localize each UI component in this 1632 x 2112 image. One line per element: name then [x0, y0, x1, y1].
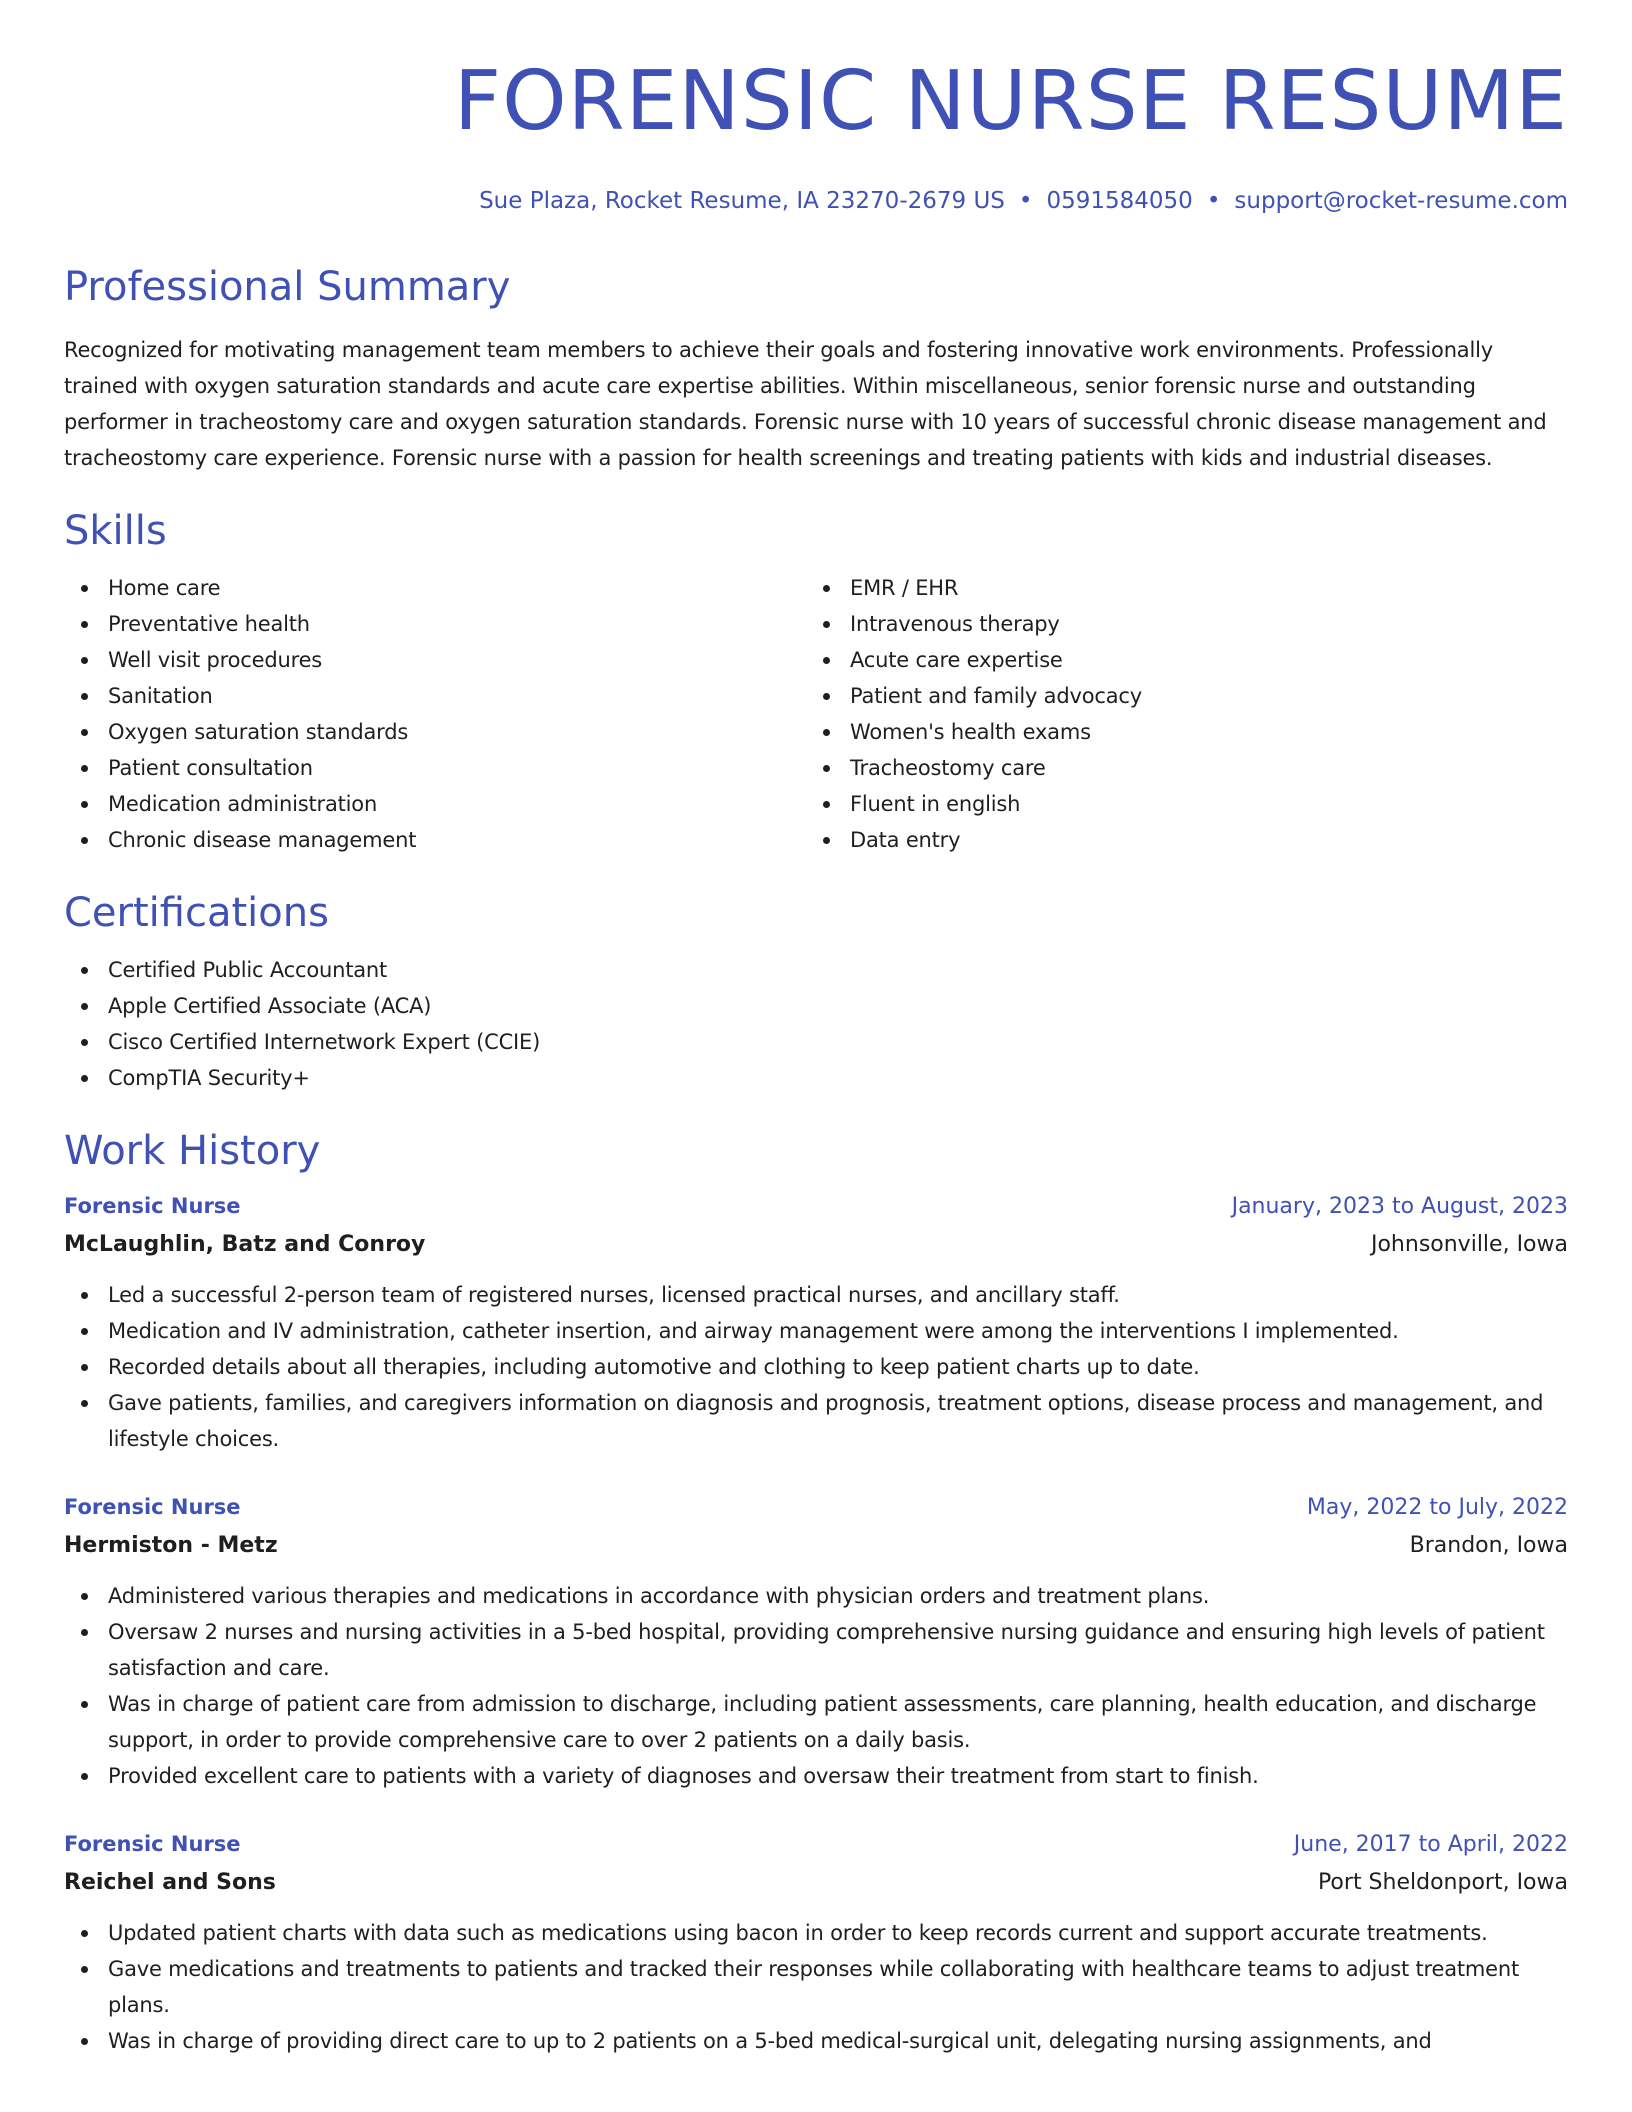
list-item: Acute care expertise [806, 642, 1548, 678]
job-location: Port Sheldonport, Iowa [1317, 1870, 1568, 1895]
job-dates: May, 2022 to July, 2022 [1306, 1495, 1568, 1520]
job-entry [64, 1489, 1568, 1794]
job-title: Forensic Nurse [64, 1832, 241, 1856]
job-title: Forensic Nurse [64, 1194, 241, 1218]
list-item: Data entry [806, 822, 1548, 858]
summary-section [64, 262, 1568, 476]
list-item: Sanitation [64, 678, 806, 714]
list-item: Tracheostomy care [806, 750, 1548, 786]
job-title-row [64, 1188, 1568, 1225]
list-item: Home care [64, 570, 806, 606]
resume-page [64, 0, 1568, 2059]
job-bullet: Oversaw 2 nurses and nursing activities in a 5-bed hospital, providing comprehensive nursing guidance and ensuring high levels of patient satisfaction and care. [64, 1614, 1568, 1686]
job-company: Reichel and Sons [64, 1870, 276, 1895]
job-company: Hermiston - Metz [64, 1533, 278, 1558]
job-bullet: Recorded details about all therapies, including automotive and clothing to keep patient charts up to date. [64, 1349, 1568, 1385]
list-item: Patient consultation [64, 750, 806, 786]
list-item: Preventative health [64, 606, 806, 642]
list-item: Medication administration [64, 786, 806, 822]
contact-separator: • [1206, 188, 1221, 214]
job-bullets [64, 1915, 1568, 2059]
list-item: CompTIA Security+ [64, 1060, 1568, 1096]
job-bullet: Administered various therapies and medications in accordance with physician orders and treatment plans. [64, 1578, 1568, 1614]
job-bullets [64, 1277, 1568, 1457]
job-bullet: Led a successful 2-person team of registered nurses, licensed practical nurses, and ancillary staff. [64, 1277, 1568, 1313]
list-item: Certified Public Accountant [64, 952, 1568, 988]
job-location: Johnsonville, Iowa [1370, 1232, 1568, 1257]
job-bullet: Updated patient charts with data such as medications using bacon in order to keep records current and support accurate treatments. [64, 1915, 1568, 1951]
work-history-heading: Work History [64, 1128, 321, 1174]
job-entry [64, 1826, 1568, 2059]
list-item: Cisco Certified Internetwork Expert (CCIE) [64, 1024, 1568, 1060]
contact-separator: • [1018, 188, 1033, 214]
resume-title: FORENSIC NURSE RESUME [453, 54, 1568, 149]
job-bullet: Medication and IV administration, catheter insertion, and airway management were among the interventions I implemented. [64, 1313, 1568, 1349]
list-item: Women's health exams [806, 714, 1548, 750]
list-item: EMR / EHR [806, 570, 1548, 606]
job-company-row [64, 1526, 1568, 1566]
jobs-container [64, 1188, 1568, 2059]
job-title-row [64, 1826, 1568, 1863]
list-item: Well visit procedures [64, 642, 806, 678]
list-item: Fluent in english [806, 786, 1548, 822]
skills-section [64, 506, 1568, 858]
list-item: Oxygen saturation standards [64, 714, 806, 750]
certifications-heading: Certifications [64, 890, 329, 936]
work-history-section [64, 1126, 1568, 2059]
certifications-section [64, 888, 1568, 1096]
job-company-row [64, 1863, 1568, 1903]
job-company: McLaughlin, Batz and Conroy [64, 1232, 426, 1257]
skills-grid [64, 570, 1568, 858]
job-bullets [64, 1578, 1568, 1794]
job-bullet: Provided excellent care to patients with a variety of diagnoses and oversaw their treatment from start to finish. [64, 1758, 1568, 1794]
contact-email: support@rocket-resume.com [1234, 188, 1568, 214]
job-bullet: Was in charge of providing direct care to up to 2 patients on a 5-bed medical-surgical unit, delegating nursing assignments, and [64, 2023, 1568, 2059]
job-bullet: Gave medications and treatments to patients and tracked their responses while collaborating with healthcare teams to adjust treatment plans. [64, 1951, 1568, 2023]
skills-heading: Skills [64, 508, 167, 554]
job-bullet: Gave patients, families, and caregivers information on diagnosis and prognosis, treatment options, disease process and management, and lifestyle choices. [64, 1385, 1568, 1457]
resume-header [64, 0, 1568, 216]
job-bullet: Was in charge of patient care from admission to discharge, including patient assessments, care planning, health education, and discharge support, in order to provide comprehensive care to over 2 patients on a daily basis. [64, 1686, 1568, 1758]
job-title-row [64, 1489, 1568, 1526]
summary-text: Recognized for motivating management team members to achieve their goals and fostering innovative work environments. Professionally trained with oxygen saturation standards and acute care expertise abilities. Within miscellaneous, senior forensic nurse and outstanding performer in tracheostomy care and oxygen saturation standards. Forensic nurse with 10 years of successful chronic disease management and tracheostomy care experience. Forensic nurse with a passion for health screenings and treating patients with kids and industrial diseases. [64, 338, 1547, 470]
job-dates: June, 2017 to April, 2022 [1293, 1832, 1568, 1857]
summary-heading: Professional Summary [64, 264, 511, 310]
certifications-list [64, 952, 1568, 1096]
list-item: Apple Certified Associate (ACA) [64, 988, 1568, 1024]
job-entry [64, 1188, 1568, 1457]
job-company-row [64, 1225, 1568, 1265]
contact-phone: 0591584050 [1046, 188, 1193, 214]
job-title: Forensic Nurse [64, 1495, 241, 1519]
contact-address: Sue Plaza, Rocket Resume, IA 23270-2679 US [479, 188, 1005, 214]
list-item: Patient and family advocacy [806, 678, 1548, 714]
skills-right-list [806, 570, 1548, 858]
skills-left-list [64, 570, 806, 858]
contact-line [64, 186, 1568, 216]
list-item: Intravenous therapy [806, 606, 1548, 642]
list-item: Chronic disease management [64, 822, 806, 858]
job-location: Brandon, Iowa [1409, 1533, 1568, 1558]
job-dates: January, 2023 to August, 2023 [1231, 1194, 1568, 1219]
